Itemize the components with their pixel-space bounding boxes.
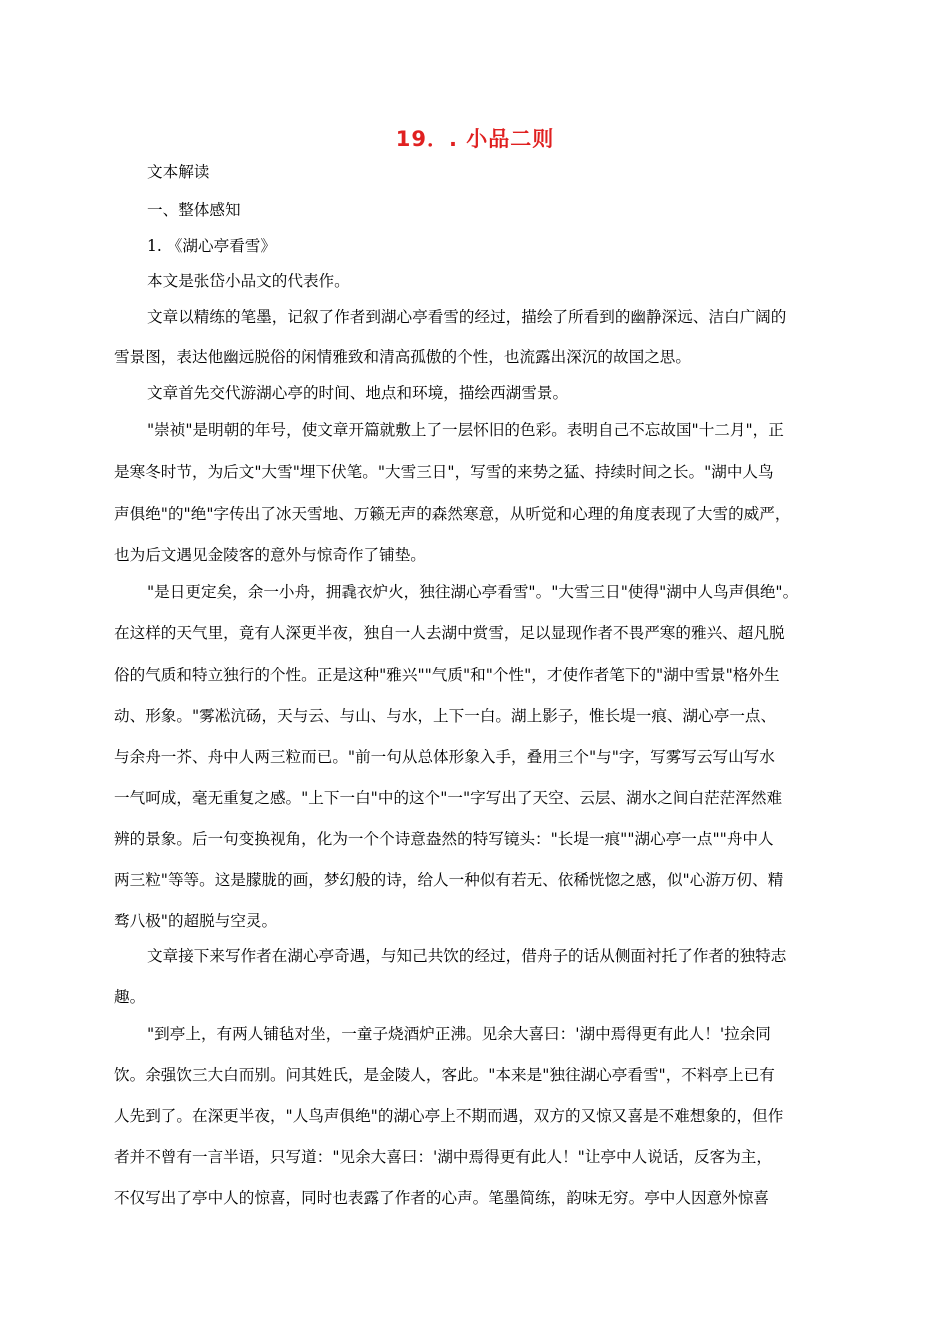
paragraph-line: 本文是张岱小品文的代表作。 <box>147 272 350 290</box>
paragraph-line: 动、形象。"雾凇沆砀，天与云、与山、与水，上下一白。湖上影子，惟长堤一痕、湖心亭一点、 <box>114 707 777 725</box>
paragraph-line: 一气呵成，毫无重复之感。"上下一白"中的这个"一"字写出了天空、云层、湖水之间白茫茫浑然难 <box>114 789 783 807</box>
paragraph-line: 不仅写出了亭中人的惊喜，同时也表露了作者的心声。笔墨简练，韵味无穷。亭中人因意外惊喜 <box>114 1189 769 1207</box>
paragraph-line: 与余舟一芥、舟中人两三粒而已。"前一句从总体形象入手，叠用三个"与"字，写雾写云写山写水 <box>114 748 775 766</box>
paragraph-line: 雪景图，表达他幽远脱俗的闲情雅致和清高孤傲的个性，也流露出深沉的故国之思。 <box>114 348 691 366</box>
paragraph-line: 文章首先交代游湖心亭的时间、地点和环境，描绘西湖雪景。 <box>147 384 569 402</box>
section-heading: 文本解读 <box>147 163 210 181</box>
paragraph-line: 声俱绝"的"绝"字传出了冰天雪地、万籁无声的森然寒意，从听觉和心理的角度表现了大雪的威严， <box>114 505 791 523</box>
paragraph-line: "崇祯"是明朝的年号，使文章开篇就敷上了一层怀旧的色彩。表明自己不忘故国"十二月"，正 <box>147 421 784 439</box>
item-heading: 1. 《湖心亭看雪》 <box>147 237 276 255</box>
subsection-heading: 一、整体感知 <box>147 201 241 219</box>
paragraph-line: 两三粒"等等。这是朦胧的画，梦幻般的诗，给人一种似有若无、依稀恍惚之感，似"心游万仞、精 <box>114 871 784 889</box>
paragraph-line: 趣。 <box>114 988 146 1006</box>
paragraph-line: "是日更定矣，余一小舟，拥毳衣炉火，独往湖心亭看雪"。"大雪三日"使得"湖中人鸟声俱绝"。 <box>147 583 799 601</box>
paragraph-line: "到亭上，有两人铺毡对坐，一童子烧酒炉正沸。见余大喜曰：'湖中焉得更有此人！'拉余同 <box>147 1025 771 1043</box>
paragraph-line: 在这样的天气里，竟有人深更半夜，独自一人去湖中赏雪，足以显现作者不畏严寒的雅兴、超凡脱 <box>114 624 785 642</box>
page-title: 19．. 小品二则 <box>395 127 555 151</box>
paragraph-line: 骛八极"的超脱与空灵。 <box>114 912 278 930</box>
paragraph-line: 人先到了。在深更半夜，"人鸟声俱绝"的湖心亭上不期而遇，双方的又惊又喜是不难想象的，但作 <box>114 1107 784 1125</box>
paragraph-line: 文章接下来写作者在湖心亭奇遇，与知己共饮的经过，借舟子的话从侧面衬托了作者的独特志 <box>147 947 787 965</box>
paragraph-line: 也为后文遇见金陵客的意外与惊奇作了铺垫。 <box>114 546 426 564</box>
paragraph-line: 俗的气质和特立独行的个性。正是这种"雅兴""气质"和"个性"，才使作者笔下的"湖中雪景"格外生 <box>114 666 780 684</box>
paragraph-line: 者并不曾有一言半语，只写道："见余大喜曰：'湖中焉得更有此人！"让亭中人说话，反客为主， <box>114 1148 772 1166</box>
paragraph-line: 饮。余强饮三大白而别。问其姓氏，是金陵人，客此。"本来是"独往湖心亭看雪"，不料亭上已有 <box>114 1066 775 1084</box>
paragraph-line: 是寒冬时节，为后文"大雪"埋下伏笔。"大雪三日"，写雪的来势之猛、持续时间之长。"湖中人鸟 <box>114 463 774 481</box>
paragraph-line: 文章以精练的笔墨，记叙了作者到湖心亭看雪的经过，描绘了所看到的幽静深远、洁白广阔的 <box>147 308 787 326</box>
paragraph-line: 辨的景象。后一句变换视角，化为一个个诗意盎然的特写镜头："长堤一痕""湖心亭一点""舟中人 <box>114 830 774 848</box>
